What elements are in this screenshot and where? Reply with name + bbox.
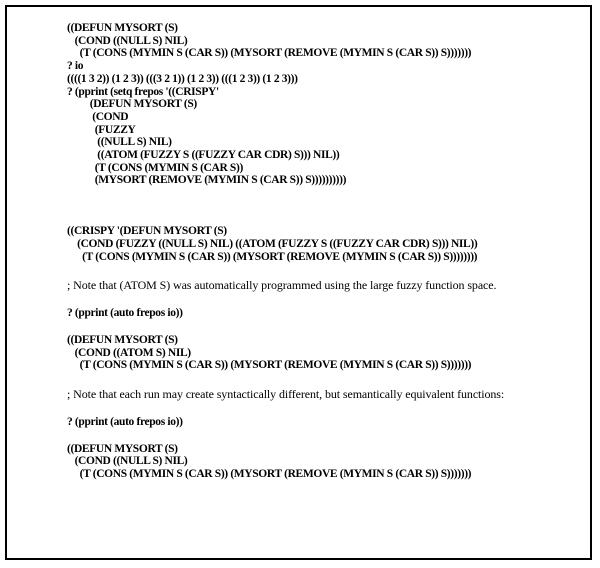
document-content <box>67 22 592 481</box>
code-line: (DEFUN MYSORT (S) <box>67 98 197 111</box>
code-line: ((ATOM (FUZZY S ((FUZZY CAR CDR) S))) NIL)) <box>67 149 340 162</box>
code-line: (MYSORT (REMOVE (MYMIN S (CAR S)) S)))))))))) <box>67 174 347 187</box>
code-block-prompt <box>67 307 592 320</box>
code-line: (T (CONS (MYMIN S (CAR S)) (MYSORT (REMOVE (MYMIN S (CAR S)) S)))))))) <box>67 250 478 263</box>
code-line: (COND ((ATOM S) NIL) <box>67 346 191 359</box>
code-line: (COND ((NULL S) NIL) <box>67 455 188 468</box>
document-frame <box>5 5 592 560</box>
code-block-prompt <box>67 416 592 429</box>
code-block-result <box>67 334 592 372</box>
code-line: ((DEFUN MYSORT (S) <box>67 333 178 346</box>
code-line: ((((1 3 2)) (1 2 3)) (((3 2 1)) (1 2 3)) (((1 2 3)) (1 2 3))) <box>67 72 298 85</box>
code-line: (FUZZY <box>67 123 136 136</box>
code-line: ? (pprint (auto frepos io)) <box>67 416 183 429</box>
code-line: (COND (FUZZY ((NULL S) NIL) ((ATOM (FUZZY S ((FUZZY CAR CDR) S))) NIL)) <box>67 237 478 250</box>
code-line: (T (CONS (MYMIN S (CAR S)) <box>67 161 243 174</box>
code-line: ((DEFUN MYSORT (S) <box>67 22 178 34</box>
code-line: ? (pprint (auto frepos io)) <box>67 307 183 320</box>
code-line: ? (pprint (setq frepos '((CRISPY' <box>67 85 219 98</box>
code-block-result <box>67 443 592 481</box>
code-block-definition <box>67 22 592 187</box>
code-block-crispy-output <box>67 225 592 263</box>
code-line: ((NULL S) NIL) <box>67 136 172 149</box>
code-line: (COND ((NULL S) NIL) <box>67 34 188 47</box>
code-line: ((CRISPY '(DEFUN MYSORT (S) <box>67 225 227 238</box>
code-line: (T (CONS (MYMIN S (CAR S)) (MYSORT (REMOVE (MYMIN S (CAR S)) S))))))) <box>67 47 472 60</box>
code-line: ? io <box>67 60 84 73</box>
code-line: (COND <box>67 110 129 123</box>
code-line: (T (CONS (MYMIN S (CAR S)) (MYSORT (REMOVE (MYMIN S (CAR S)) S))))))) <box>67 468 472 481</box>
code-line: ((DEFUN MYSORT (S) <box>67 442 178 455</box>
code-line: (T (CONS (MYMIN S (CAR S)) (MYSORT (REMOVE (MYMIN S (CAR S)) S))))))) <box>67 359 472 372</box>
note-paragraph: ; Note that (ATOM S) was automatically programmed using the large fuzzy function space. <box>67 278 497 293</box>
note-paragraph: ; Note that each run may create syntactically different, but semantically equivalent functions: <box>67 387 505 402</box>
